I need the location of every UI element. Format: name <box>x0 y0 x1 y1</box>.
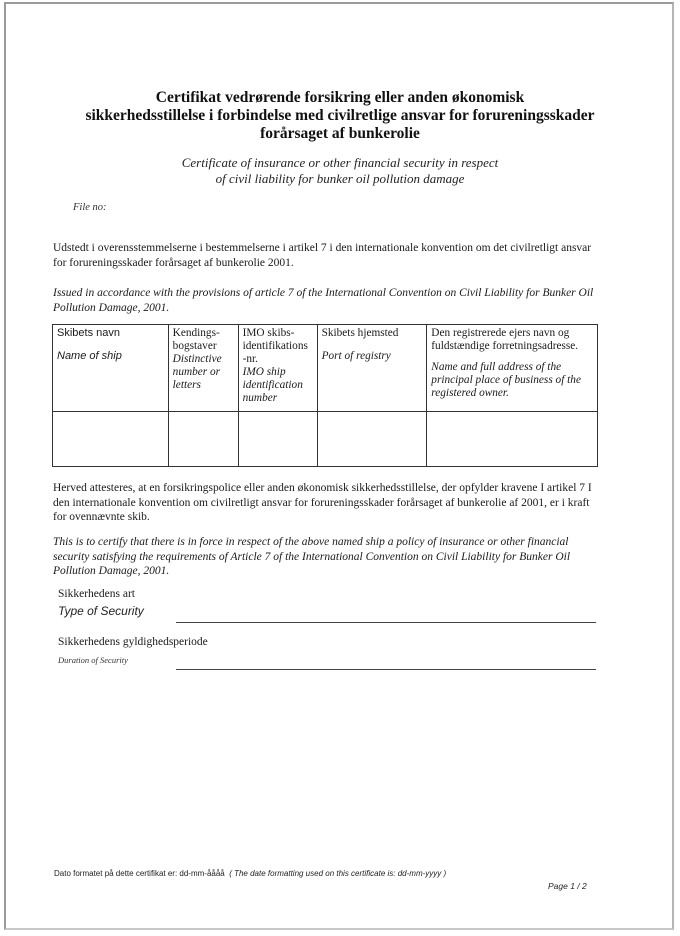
header-port-of-registry <box>317 325 427 412</box>
page-number: Page 1 / 2 <box>548 881 587 891</box>
header-owner-address <box>427 325 598 412</box>
header-owner-address-da: Den registrerede ejers navn og fuldstændige forretningsadresse. <box>431 327 579 352</box>
cell-ship-name[interactable] <box>53 412 169 467</box>
header-distinctive-letters <box>168 325 238 412</box>
title-da-line-3: forårsaget af bunkerolie <box>260 125 420 142</box>
header-port-of-registry-da: Skibets hjemsted <box>321 327 399 339</box>
type-of-security-label-en: Type of Security <box>58 604 144 618</box>
certificate-title-english <box>40 155 640 187</box>
certify-statement-danish: Herved attesteres, at en forsikringspolice eller anden økonomisk sikkerhedsstillelse, der opfylder kravene I artikel 7 I den internationale konvention om civilretligt ansvar for forureningsskader forårsaget af bunkerolie af 2001, er i kraft for ovennævnte skib. <box>53 482 592 523</box>
table-row <box>53 412 598 467</box>
issued-statement-danish: Udstedt i overensstemmelserne i bestemmelserne i artikel 7 i den internationale konvention om det civilretligt ansvar for forureningsskader forårsaget af bunkerolie 2001. <box>53 242 592 269</box>
title-en-line-1: Certificate of insurance or other financial security in respect <box>181 155 499 170</box>
header-owner-address-en: Name and full address of the principal place of business of the registered owner. <box>431 361 581 399</box>
header-imo-number-da: IMO skibs-identifikations -nr. <box>242 327 308 365</box>
cell-imo-number[interactable] <box>238 412 317 467</box>
cell-distinctive-letters[interactable] <box>168 412 238 467</box>
date-format-note-da: Dato formatet på dette certifikat er: dd-mm-åååå <box>54 869 225 878</box>
title-da-line-2: sikkerhedsstillelse i forbindelse med civilretlige ansvar for forureningsskader <box>85 107 595 124</box>
table-header-row <box>53 325 598 412</box>
type-of-security-field[interactable] <box>176 622 596 623</box>
ship-details-table <box>52 324 598 467</box>
header-ship-name-da: Skibets navn <box>57 327 120 339</box>
cell-port-of-registry[interactable] <box>317 412 427 467</box>
header-ship-name-en: Name of ship <box>57 350 122 362</box>
header-port-of-registry-en: Port of registry <box>321 350 391 362</box>
header-distinctive-letters-da: Kendings-bogstaver <box>172 327 220 352</box>
issued-statement-english: Issued in accordance with the provisions of article 7 of the International Convention on Civil Liability for Bunker Oil Pollution Damage, 2001. <box>53 287 594 314</box>
header-distinctive-letters-en: Distinctive number or letters <box>172 353 222 391</box>
date-format-note <box>54 869 446 878</box>
certify-statement-english: This is to certify that there is in force in respect of the above named ship a policy of insurance or other financial security satisfying the requirements of Article 7 of the International Convention on Civil Liability for Bunker Oil Pollution Damage, 2001. <box>53 536 571 577</box>
header-ship-name <box>53 325 169 412</box>
title-da-line-1: Certifikat vedrørende forsikring eller anden økonomisk <box>155 89 525 106</box>
duration-of-security-field[interactable] <box>176 669 596 670</box>
cell-owner-address[interactable] <box>427 412 598 467</box>
file-no-label: File no: <box>73 202 107 213</box>
date-format-note-en: ( The date formatting used on this certificate is: dd-mm-yyyy ) <box>229 869 447 878</box>
certificate-title-danish <box>40 89 640 143</box>
header-imo-number-en: IMO ship identification number <box>242 366 303 404</box>
title-en-line-2: of civil liability for bunker oil pollution damage <box>215 171 465 186</box>
header-imo-number <box>238 325 317 412</box>
duration-of-security-label-en: Duration of Security <box>58 655 128 665</box>
type-of-security-label-da: Sikkerhedens art <box>58 588 135 600</box>
duration-of-security-label-da: Sikkerhedens gyldighedsperiode <box>58 636 208 648</box>
